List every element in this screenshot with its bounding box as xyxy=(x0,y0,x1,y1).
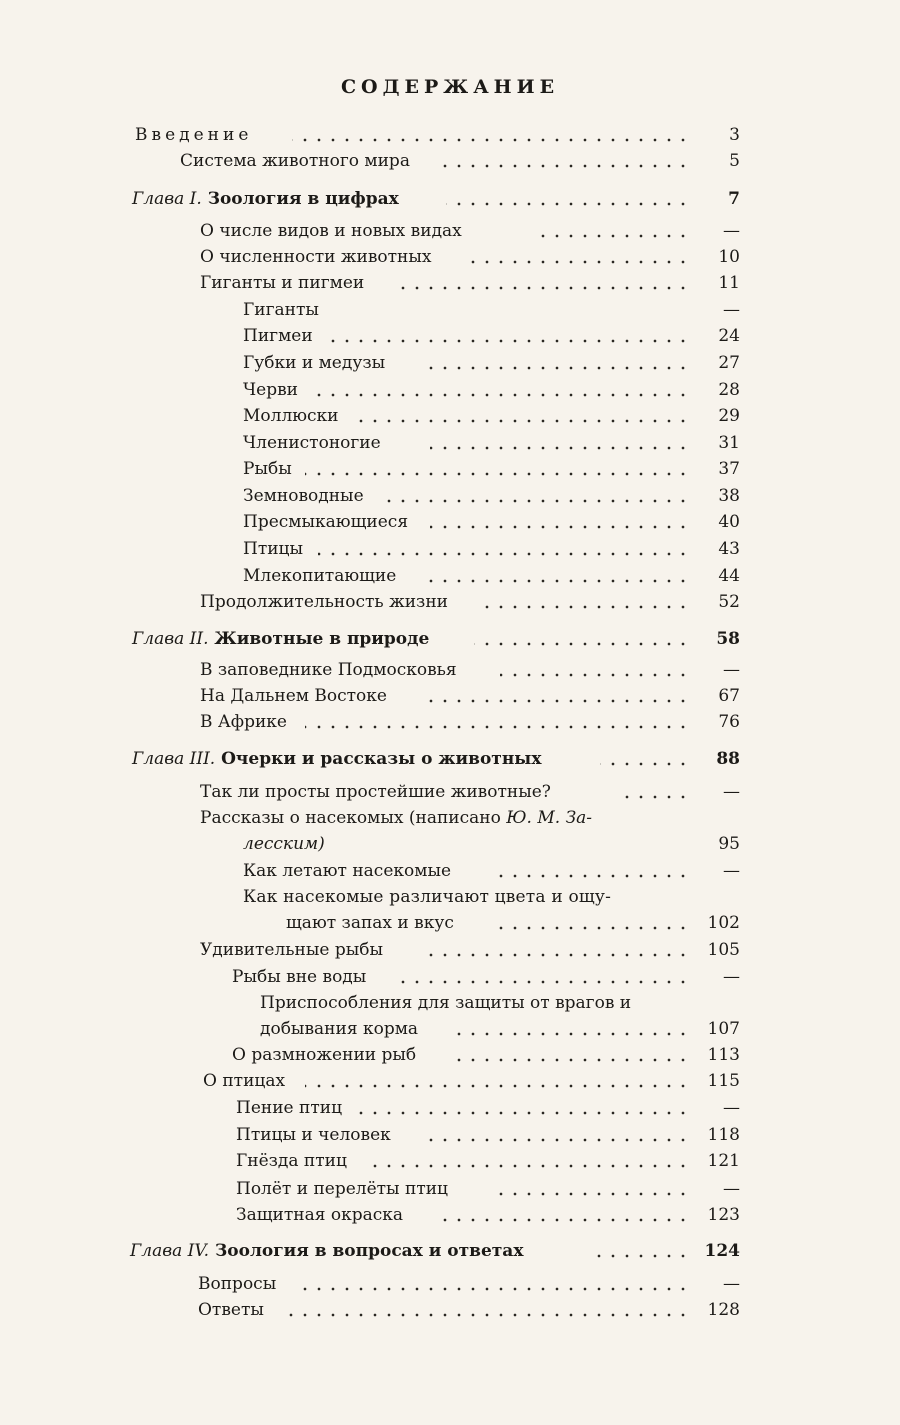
toc-entry xyxy=(0,1042,900,1068)
leader-dots xyxy=(440,1202,690,1228)
toc-entry xyxy=(0,148,900,174)
toc-entry-text: В Африке xyxy=(200,709,293,735)
toc-entry-page: 76 xyxy=(718,712,740,732)
toc-entry-text: Пресмыкающиеся xyxy=(243,509,414,535)
toc-entry-page: — xyxy=(723,1179,740,1199)
toc-entry xyxy=(0,964,900,990)
toc-entry-text xyxy=(132,746,547,772)
toc-entry-text: Удивительные рыбы xyxy=(200,937,389,963)
toc-entry-page: 43 xyxy=(718,539,740,559)
toc-entry-page: 88 xyxy=(716,749,740,769)
toc-entry-page: 58 xyxy=(716,629,740,649)
leader-dots xyxy=(305,456,690,482)
toc-entry-text: Приспособления для защиты от врагов и xyxy=(260,993,632,1013)
toc-entry xyxy=(0,1122,900,1148)
toc-entry-page: 123 xyxy=(707,1205,740,1225)
toc-entry-page: 3 xyxy=(729,125,740,145)
leader-dots xyxy=(312,377,690,403)
toc-entry-page: — xyxy=(723,1098,740,1118)
toc-entry-page: 128 xyxy=(707,1300,740,1320)
toc-entry-page: 38 xyxy=(718,486,740,506)
leader-dots xyxy=(474,626,690,652)
toc-entry-text: Вопросы xyxy=(198,1271,282,1297)
leader-dots xyxy=(500,657,690,683)
toc-entry-author-cont: лесским) xyxy=(243,834,325,854)
leader-dots xyxy=(490,858,690,884)
leader-dots xyxy=(395,964,690,990)
page-title: СОДЕРЖАНИЕ xyxy=(340,76,560,98)
toc-entry xyxy=(0,456,900,482)
toc-entry xyxy=(0,709,900,735)
toc-entry xyxy=(0,297,900,323)
toc-entry-text: Птицы и человек xyxy=(236,1122,397,1148)
toc-entry-page: — xyxy=(723,967,740,987)
leader-dots xyxy=(430,509,690,535)
toc-entry-text: Гнёзда птиц xyxy=(236,1148,353,1174)
leader-dots xyxy=(455,1016,690,1042)
leader-dots xyxy=(420,937,690,963)
toc-entry-page: — xyxy=(723,660,740,680)
toc-entry-text: Моллюски xyxy=(243,403,345,429)
toc-entry xyxy=(0,779,900,805)
toc-entry-introduction xyxy=(0,122,900,148)
toc-entry-page: — xyxy=(723,300,740,320)
toc-entry-text xyxy=(200,805,592,831)
toc-entry-text: Гиганты xyxy=(243,297,325,323)
toc-entry-text-main: Рассказы о насекомых (написано xyxy=(200,808,501,828)
toc-entry-text: О численности животных xyxy=(200,244,437,270)
leader-dots xyxy=(470,244,690,270)
leader-dots xyxy=(442,148,690,174)
toc-entry xyxy=(0,323,900,349)
toc-entry-page: 102 xyxy=(707,913,740,933)
toc-entry xyxy=(0,1176,900,1202)
toc-entry xyxy=(0,483,900,509)
toc-entry-page: 95 xyxy=(718,834,740,854)
toc-entry-text xyxy=(132,626,435,652)
toc-entry xyxy=(0,509,900,535)
toc-entry-text: О птицах xyxy=(203,1068,291,1094)
toc-entry-page: 37 xyxy=(718,459,740,479)
toc-entry-text: Млекопитающие xyxy=(243,563,402,589)
leader-dots xyxy=(430,430,690,456)
leader-dots xyxy=(480,589,690,615)
toc-entry-page: — xyxy=(723,861,740,881)
toc-entry-page: 31 xyxy=(718,433,740,453)
leader-dots xyxy=(280,1297,690,1323)
toc-entry-text: Птицы xyxy=(243,536,309,562)
toc-entry-continued xyxy=(0,1016,900,1042)
toc-entry-text: Ответы xyxy=(198,1297,270,1323)
toc-entry xyxy=(0,377,900,403)
leader-dots xyxy=(385,483,690,509)
toc-entry xyxy=(0,563,900,589)
toc-entry-text: Система животного мира xyxy=(180,148,416,174)
toc-entry-text: Земноводные xyxy=(243,483,370,509)
leader-dots xyxy=(495,1176,690,1202)
leader-dots xyxy=(305,1068,690,1094)
leader-dots xyxy=(300,1271,690,1297)
leader-dots xyxy=(425,683,690,709)
toc-entry xyxy=(0,937,900,963)
toc-entry-page: 67 xyxy=(718,686,740,706)
chapter-title: Зоология в цифрах xyxy=(207,189,399,209)
toc-entry-text: О числе видов и новых видах xyxy=(200,218,468,244)
chapter-label: Глава II. xyxy=(132,629,209,649)
toc-entry-text: Так ли просты простейшие животные? xyxy=(200,779,557,805)
toc-entry xyxy=(0,990,900,1016)
toc-entry xyxy=(0,350,900,376)
toc-entry-text: Как насекомые различают цвета и ощу- xyxy=(243,887,612,907)
toc-entry-page: — xyxy=(723,782,740,802)
toc-entry-text: Черви xyxy=(243,377,304,403)
leader-dots xyxy=(420,563,690,589)
toc-entry-page: 121 xyxy=(707,1151,740,1171)
toc-entry-continued xyxy=(0,831,900,857)
toc-chapter-2 xyxy=(0,626,900,652)
toc-entry-page: 28 xyxy=(718,380,740,400)
chapter-label: Глава I. xyxy=(132,189,202,209)
leader-dots xyxy=(600,746,690,772)
toc-entry xyxy=(0,218,900,244)
toc-entry xyxy=(0,536,900,562)
toc-entry-page: 52 xyxy=(718,592,740,612)
toc-entry-text: Пигмеи xyxy=(243,323,319,349)
chapter-title: Животные в природе xyxy=(214,629,430,649)
toc-entry xyxy=(0,683,900,709)
leader-dots xyxy=(455,1042,690,1068)
toc-chapter-3 xyxy=(0,746,900,772)
toc-entry-text: Рыбы вне воды xyxy=(232,964,372,990)
leader-dots xyxy=(615,779,690,805)
toc-entry-page: 5 xyxy=(729,151,740,171)
toc-entry-text: Губки и медузы xyxy=(243,350,391,376)
toc-entry-text: Гиганты и пигмеи xyxy=(200,270,370,296)
leader-dots xyxy=(395,270,690,296)
toc-entry-page: 11 xyxy=(718,273,740,293)
toc-entry-text: Пение птиц xyxy=(236,1095,348,1121)
toc-entry xyxy=(0,270,900,296)
toc-entry-text: В заповеднике Подмосковья xyxy=(200,657,463,683)
toc-entry-page: 27 xyxy=(718,353,740,373)
toc-entry-text: Полёт и перелёты птиц xyxy=(236,1176,454,1202)
toc-entry xyxy=(0,589,900,615)
toc-entry xyxy=(0,1148,900,1174)
toc-entry-author: Ю. М. За- xyxy=(506,808,593,828)
toc-entry-text: Введение xyxy=(135,122,258,148)
toc-entry xyxy=(0,858,900,884)
toc-entry-page: 7 xyxy=(728,189,740,209)
toc-chapter-4 xyxy=(0,1238,900,1264)
leader-dots xyxy=(355,403,690,429)
toc-entry xyxy=(0,1068,900,1094)
toc-entry xyxy=(0,805,900,831)
toc-entry-page: 10 xyxy=(718,247,740,267)
toc-entry xyxy=(0,1095,900,1121)
leader-dots xyxy=(420,1122,690,1148)
toc-entry xyxy=(0,403,900,429)
toc-entry xyxy=(0,430,900,456)
toc-entry xyxy=(0,1202,900,1228)
leader-dots xyxy=(324,323,690,349)
toc-entry-text xyxy=(130,1238,529,1264)
toc-entry xyxy=(0,1271,900,1297)
leader-dots xyxy=(318,536,690,562)
toc-entry-text: Рыбы xyxy=(243,456,298,482)
toc-entry-page: — xyxy=(723,221,740,241)
toc-entry-continued xyxy=(0,910,900,936)
chapter-title: Зоология в вопросах и ответах xyxy=(215,1241,524,1261)
toc-chapter-1 xyxy=(0,186,900,212)
toc-entry-text: Защитная окраска xyxy=(236,1202,409,1228)
chapter-label: Глава III. xyxy=(132,749,216,769)
leader-dots xyxy=(425,350,690,376)
leader-dots xyxy=(495,910,690,936)
toc-entry-text: О размножении рыб xyxy=(232,1042,422,1068)
toc-entry-text-cont: щают запах и вкус xyxy=(286,910,460,936)
leader-dots xyxy=(355,1095,690,1121)
toc-entry-text: Как летают насекомые xyxy=(243,858,457,884)
toc-entry-page: 44 xyxy=(718,566,740,586)
toc-entry-page: — xyxy=(723,1274,740,1294)
toc-entry-text: Членистоногие xyxy=(243,430,387,456)
leader-dots xyxy=(446,186,690,212)
leader-dots xyxy=(370,1148,690,1174)
leader-dots xyxy=(292,122,690,148)
leader-dots xyxy=(595,1238,690,1264)
toc-entry-text: Продолжительность жизни xyxy=(200,589,454,615)
toc-entry xyxy=(0,657,900,683)
toc-entry-page: 24 xyxy=(718,326,740,346)
toc-entry-page: 40 xyxy=(718,512,740,532)
chapter-title: Очерки и рассказы о животных xyxy=(221,749,542,769)
toc-entry-text: На Дальнем Востоке xyxy=(200,683,393,709)
toc-entry xyxy=(0,1297,900,1323)
toc-entry-page: 107 xyxy=(707,1019,740,1039)
toc-entry-page: 113 xyxy=(707,1045,740,1065)
leader-dots xyxy=(535,218,690,244)
toc-entry xyxy=(0,884,900,910)
toc-entry-page: 105 xyxy=(707,940,740,960)
toc-entry-page: 124 xyxy=(704,1241,740,1261)
toc-entry-page: 29 xyxy=(718,406,740,426)
chapter-label: Глава IV. xyxy=(130,1241,210,1261)
toc-entry xyxy=(0,244,900,270)
toc-entry-page: 115 xyxy=(707,1071,740,1091)
toc-entry-page: 118 xyxy=(707,1125,740,1145)
toc-entry-text xyxy=(132,186,405,212)
leader-dots xyxy=(305,709,690,735)
toc-entry-text-cont: добывания корма xyxy=(260,1016,424,1042)
